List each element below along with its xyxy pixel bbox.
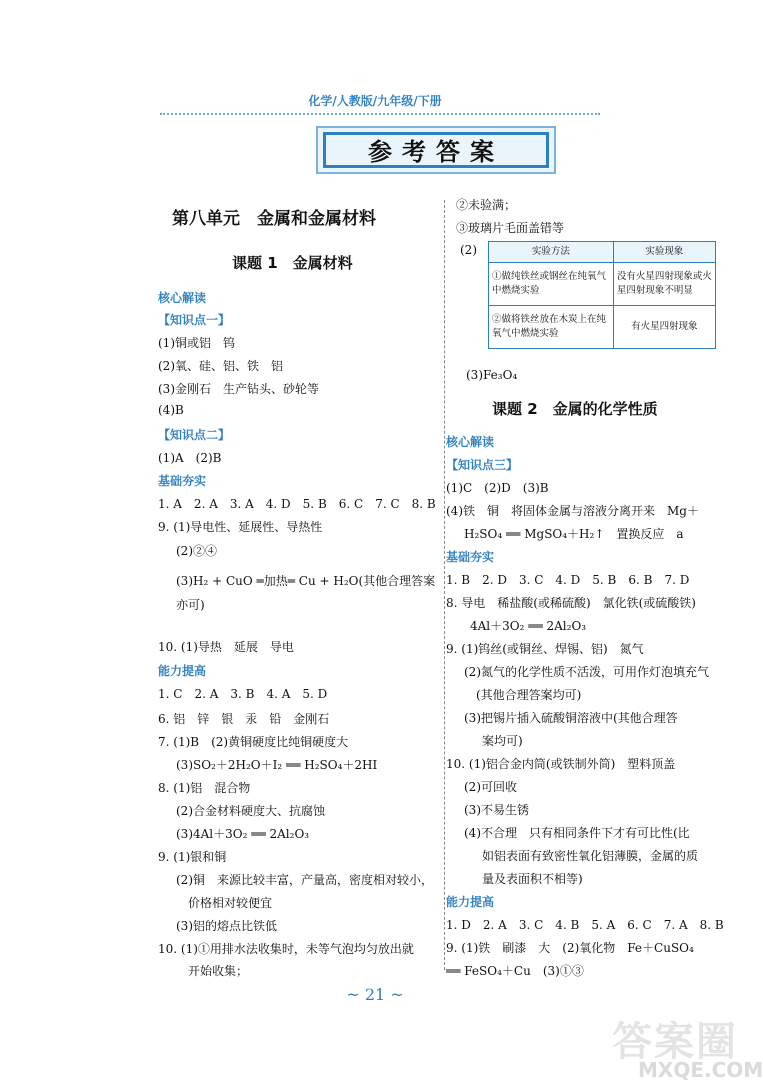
ability-line: 10. (1)①用排水法收集时，未等气泡均匀放出就 (158, 942, 414, 956)
basic-line: (2)②④ (164, 544, 217, 558)
basic2-line: 如铝表面有致密性氧化铝薄膜，金属的质 (470, 849, 699, 863)
section-basic: 基础夯实 (158, 474, 207, 488)
basic2-line: (其他合理答案均可) (464, 688, 582, 702)
table-row (489, 263, 716, 306)
basic2-line: 案均可) (470, 734, 523, 748)
kp1-line: (2)氧、硅、铝、铁 铝 (158, 359, 283, 373)
table-cell: ②做将铁丝放在木炭上在纯氧气中燃烧实验 (489, 306, 614, 349)
table-row (489, 306, 716, 349)
ability-line: 开始收集； (176, 964, 249, 978)
table-number: (2) (460, 243, 477, 257)
column-divider (444, 200, 445, 970)
section-basic-2: 基础夯实 (446, 550, 495, 564)
section-core: 核心解读 (158, 291, 207, 305)
section-kp2: 【知识点二】 (158, 428, 231, 442)
ability-line: 1. C 2. A 3. B 4. A 5. D (158, 687, 328, 701)
ability2-line: 9. (1)铁 刷漆 大 (2)氧化物 Fe＋CuSO₄ (446, 941, 694, 955)
basic2-line: (4)不合理 只有相同条件下才有可比性(比 (452, 826, 690, 840)
table-cell: 有火星四射现象 (613, 306, 715, 349)
basic2-line: 量及表面积不相等) (470, 872, 583, 886)
basic-line: 10. (1)导热 延展 导电 (158, 640, 294, 654)
ability-line: 7. (1)B (2)黄铜硬度比纯铜硬度大 (158, 735, 349, 749)
watermark-logo: 答案圈 (612, 1019, 738, 1065)
kp1-line: (1)铜或铝 钨 (158, 336, 235, 350)
ability-line: (3)铝的熔点比铁低 (164, 919, 277, 933)
section-ability-2: 能力提高 (446, 895, 495, 909)
ability-line: (2)合金材料硬度大、抗腐蚀 (164, 804, 325, 818)
section-kp1: 【知识点一】 (158, 313, 231, 327)
lesson2-title: 课题 2 金属的化学性质 (492, 400, 658, 418)
section-kp3: 【知识点三】 (446, 458, 519, 472)
watermark-url: MXQE.COM (638, 1058, 763, 1082)
unit-title: 第八单元 金属和金属材料 (172, 209, 376, 229)
kp3-line: (1)C (2)D (3)B (446, 481, 549, 495)
section-ability: 能力提高 (158, 664, 207, 678)
kp1-line: (4)B (158, 403, 184, 417)
header-divider (160, 113, 600, 115)
page-number: ~ 21 ~ (346, 985, 404, 1004)
ability-line: 6. 铝 锌 银 汞 铅 金刚石 (158, 712, 330, 726)
ability-line: (2)铜 来源比较丰富，产量高，密度相对较小， (164, 873, 433, 887)
right-top-line: ②未验满； (456, 198, 517, 212)
kp2-line: (1)A (2)B (158, 451, 222, 465)
basic2-line: 8. 导电 稀盐酸(或稀硫酸) 氯化铁(或硫酸铁) (446, 596, 696, 610)
after-table-line: (3)Fe₃O₄ (466, 368, 518, 382)
ability2-line: 1. D 2. A 3. C 4. B 5. A 6. C 7. A 8. B (446, 918, 724, 932)
basic2-line: (3)把锡片插入硫酸铜溶液中(其他合理答 (452, 711, 678, 725)
ability-line: 9. (1)银和铜 (158, 850, 227, 864)
basic2-line: 9. (1)钨丝(或铜丝、焊锡、铝) 氮气 (446, 642, 644, 656)
ability-line: 8. (1)铝 混合物 (158, 781, 251, 795)
basic-line: 9. (1)导电性、延展性、导热性 (158, 520, 323, 534)
table-cell: 没有火星四射现象或火星四射现象不明显 (613, 263, 715, 306)
basic2-line: 4Al＋3O₂ ══ 2Al₂O₃ (458, 619, 587, 633)
table-cell: ①做纯铁丝或钢丝在纯氧气中燃烧实验 (489, 263, 614, 306)
basic2-line: 10. (1)铝合金内筒(或铁制外筒) 塑料顶盖 (446, 757, 676, 771)
lesson1-title: 课题 1 金属材料 (232, 254, 353, 272)
basic-line: (3)H₂ + CuO ═加热═ Cu + H₂O(其他合理答案 (164, 574, 436, 588)
table-header: 实验方法 (489, 242, 614, 263)
ability-line: 价格相对较便宜 (176, 896, 273, 910)
basic2-line: 1. B 2. D 3. C 4. D 5. B 6. B 7. D (446, 573, 690, 587)
basic-line: 1. A 2. A 3. A 4. D 5. B 6. C 7. C 8. B (158, 497, 436, 511)
table-header: 实验现象 (613, 242, 715, 263)
answers-banner (316, 126, 556, 174)
basic2-line: (2)可回收 (452, 780, 517, 794)
section-core-2: 核心解读 (446, 435, 495, 449)
basic2-line: (3)不易生锈 (452, 803, 529, 817)
basic2-line: (2)氮气的化学性质不活泼，可用作灯泡填充气 (452, 665, 709, 679)
experiment-table (488, 241, 716, 349)
right-top-line: ③玻璃片毛面盖错等 (456, 221, 565, 235)
banner-title: 参考答案 (323, 132, 549, 168)
basic-line: 亦可) (164, 598, 205, 612)
ability-line: (3)4Al＋3O₂ ══ 2Al₂O₃ (164, 827, 310, 841)
kp3-line: H₂SO₄ ══ MgSO₄＋H₂↑ 置换反应 a (452, 527, 684, 541)
ability2-line: ══ FeSO₄＋Cu (3)①③ (446, 964, 584, 978)
ability-line: (3)SO₂＋2H₂O＋I₂ ══ H₂SO₄＋2HI (164, 758, 378, 772)
kp3-line: (4)铁 铜 将固体金属与溶液分离开来 Mg＋ (446, 504, 699, 518)
running-header: 化学/人教版/九年级/下册 (308, 94, 442, 108)
kp1-line: (3)金刚石 生产钻头、砂轮等 (158, 382, 319, 396)
